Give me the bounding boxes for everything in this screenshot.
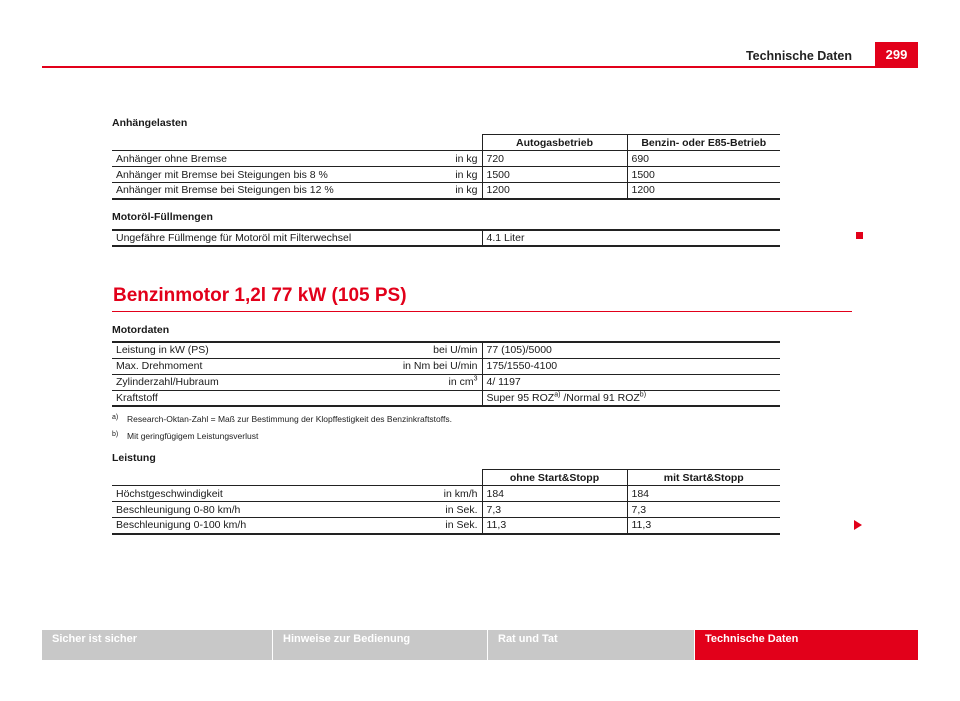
section-end-marker [856,232,863,239]
cell-value: 1200 [627,183,780,199]
cell-value: 184 [627,486,780,502]
cell-value: 1500 [627,167,780,183]
cell-value: 690 [627,151,780,167]
table-row [112,151,780,167]
row-unit: bei U/min [433,344,478,357]
anhaengelasten-table [112,134,780,200]
row-unit [449,376,478,388]
footnote-marker: a) [112,414,119,421]
cell-value: 175/1550-4100 [482,358,780,374]
continue-arrow-icon [854,520,862,530]
table-header-row [112,135,780,151]
column-header: Benzin- oder E85-Betrieb [627,135,780,151]
row-label: Höchstgeschwindigkeit [116,487,223,500]
motordaten-table [112,341,780,407]
unit-text: in cm [448,376,474,388]
page-number: 299 [875,42,918,68]
row-unit: in Sek. [445,519,478,532]
cell-value: 77 (105)/5000 [482,342,780,358]
table-row [112,167,780,183]
row-label: Zylinderzahl/Hubraum [116,376,219,388]
header-rule [42,66,918,68]
cell-value: 11,3 [627,518,780,534]
column-header: mit Start&Stopp [627,470,780,486]
row-label: Anhänger mit Bremse bei Steigungen bis 8 % [116,168,328,181]
cell-value: 184 [482,486,627,502]
row-unit: in km/h [443,487,478,500]
cell-value: 11,3 [482,518,627,534]
column-header: ohne Start&Stopp [482,470,627,486]
leistung-heading: Leistung [112,452,156,464]
row-label: Ungefähre Füllmenge für Motoröl mit Filterwechsel [116,232,352,244]
table-row [112,358,780,374]
row-label: Kraftstoff [116,391,158,404]
table-header-row [112,470,780,486]
footnote-ref-a: a) [554,391,561,399]
fuel-alternative: /Normal 91 ROZ [560,391,640,404]
row-label: Anhänger mit Bremse bei Steigungen bis 12 % [116,184,334,197]
motoroel-heading: Motoröl-Füllmengen [112,211,213,223]
row-label: Max. Drehmoment [116,360,203,372]
footnote-marker: b) [112,431,119,438]
cell-value: 1200 [482,183,627,199]
table-row [112,502,780,518]
leistung-table [112,469,780,535]
footnote [112,431,258,441]
footnote-ref-b: b) [639,391,647,399]
anhaengelasten-heading: Anhängelasten [112,117,188,129]
row-unit: in Sek. [445,503,478,516]
row-unit: in kg [455,152,478,165]
footnote-text: Mit geringfügigem Leistungsverlust [127,431,259,441]
table-row [112,183,780,199]
section-rule [112,311,852,312]
row-unit: in kg [455,168,478,181]
column-header: Autogasbetrieb [482,135,627,151]
table-row [112,390,780,406]
footer-tab-technische-daten[interactable]: Technische Daten [695,630,918,660]
row-label: Leistung in kW (PS) [116,344,209,357]
footer-tab-bedienung[interactable]: Hinweise zur Bedienung [273,630,487,660]
unit-superscript: 3 [473,375,478,383]
row-unit: in kg [455,184,478,197]
row-label: Anhänger ohne Bremse [116,152,227,165]
cell-value: 4.1 Liter [482,230,780,246]
cell-value: 1500 [482,167,627,183]
table-row [112,342,780,358]
footer-tab-rat[interactable]: Rat und Tat [488,630,694,660]
page-header-title: Technische Daten [745,49,852,63]
cell-value: 4/ 1197 [482,374,780,390]
fuel-primary: Super 95 ROZ [486,391,555,404]
table-row [112,518,780,534]
motordaten-heading: Motordaten [112,324,170,336]
row-label: Beschleunigung 0-100 km/h [116,519,247,532]
footer-tab-sicher[interactable]: Sicher ist sicher [42,630,272,660]
cell-value: 7,3 [482,502,627,518]
cell-value: 7,3 [627,502,780,518]
cell-value [482,390,780,406]
motoroel-table [112,229,780,247]
footnote [112,414,452,424]
table-row [112,374,780,390]
row-label: Beschleunigung 0-80 km/h [116,503,241,516]
table-row [112,486,780,502]
cell-value: 720 [482,151,627,167]
footnote-text: Research-Oktan-Zahl = Maß zur Bestimmung der Klopffestigkeit des Benzinkraftstoffs. [127,414,452,424]
row-unit: in Nm bei U/min [402,360,478,372]
table-row [112,230,780,246]
section-title: Benzinmotor 1,2l 77 kW (105 PS) [113,285,407,306]
